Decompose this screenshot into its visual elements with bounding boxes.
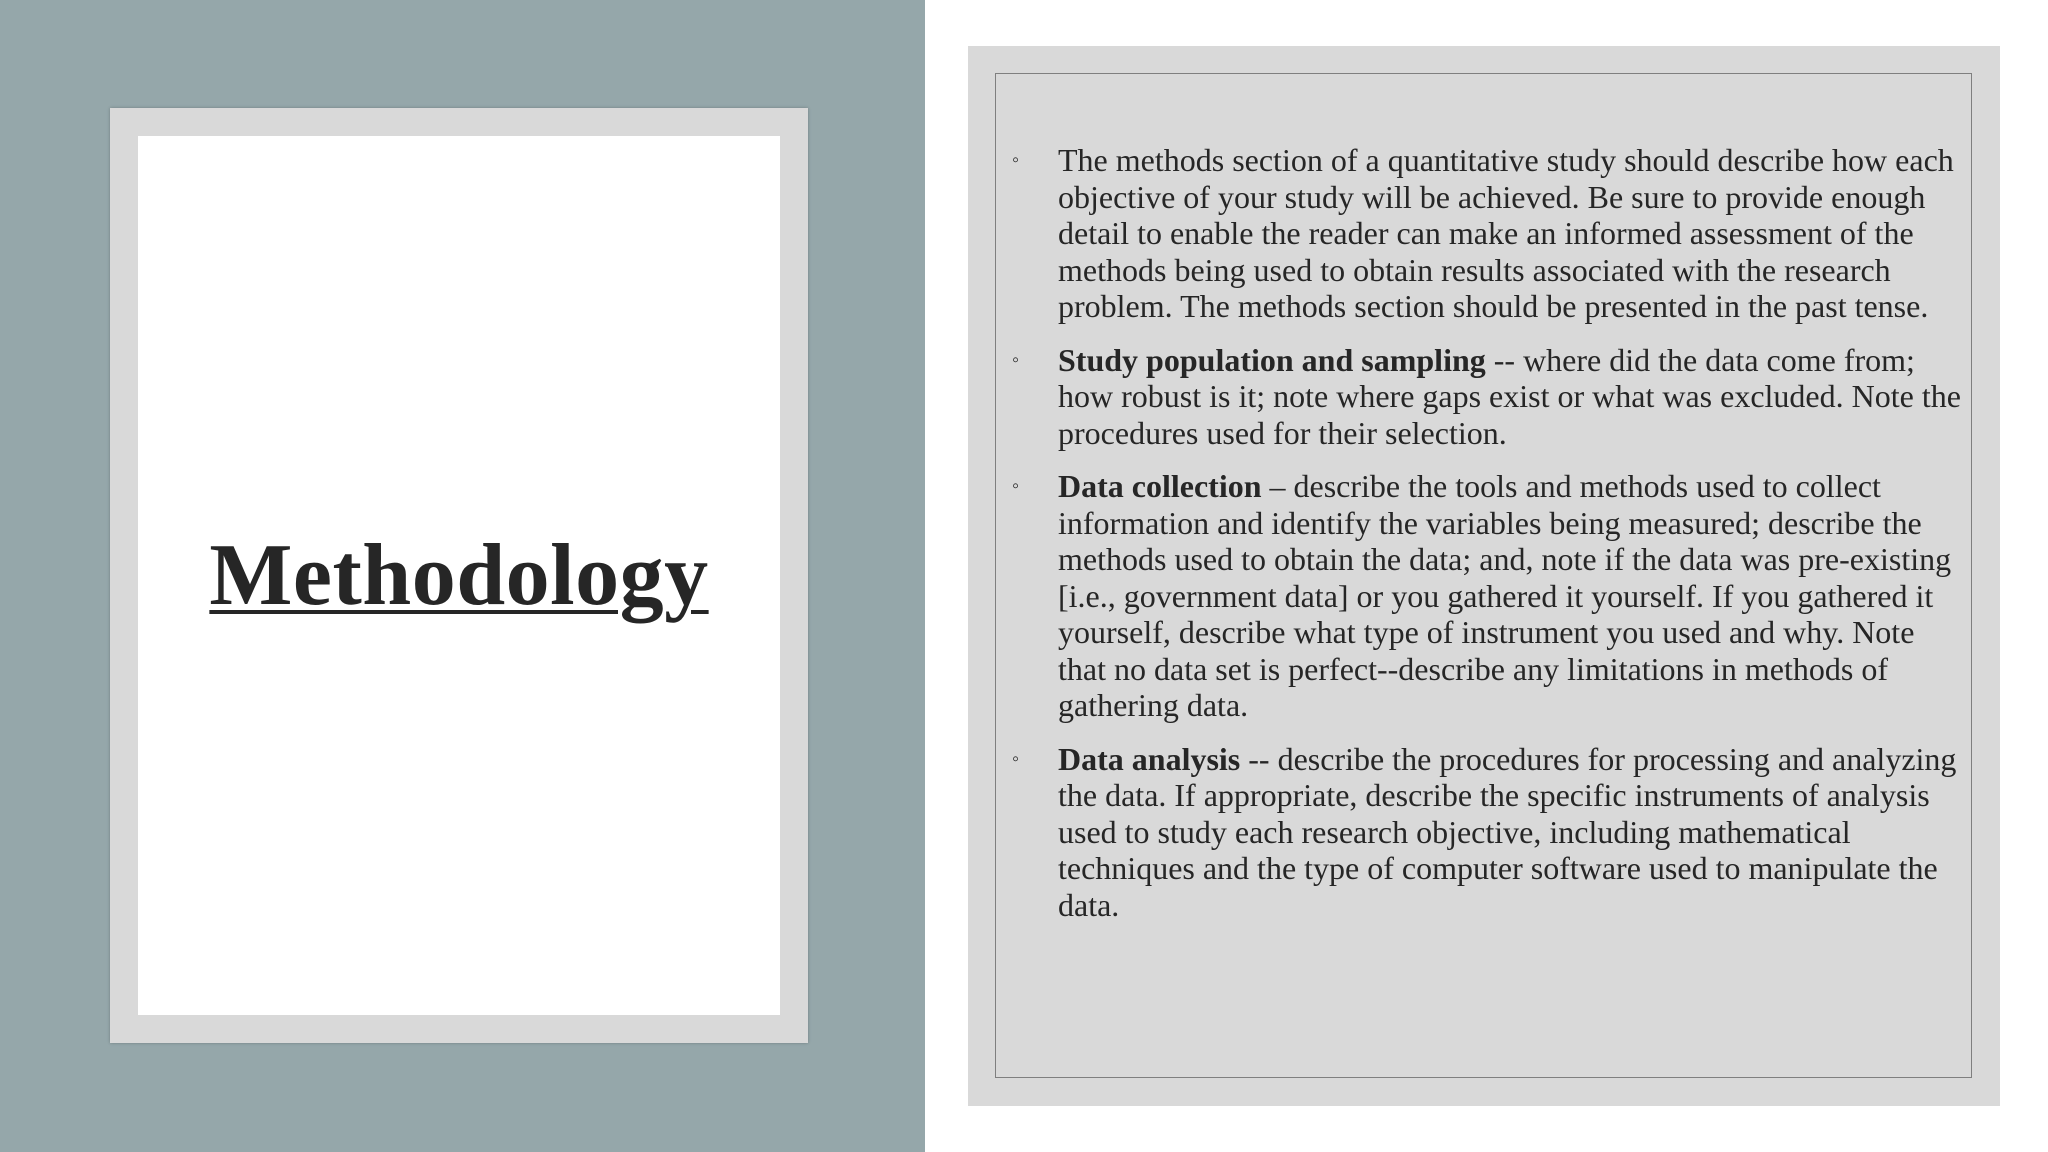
bullet-text: -- describe the procedures for processing and analyzing the data. If appropriate, describe the specific instruments of analysis used to study each research objective, including mathematical techniques and the type of computer software used to manipulate the data. [1058, 740, 1957, 923]
bullet-lead: Study population and sampling [1058, 341, 1486, 378]
bullet-item [1012, 342, 1962, 452]
hollow-circle-bullet-icon: ◦ [1012, 747, 1020, 770]
hollow-circle-bullet-icon: ◦ [1012, 348, 1020, 371]
bullet-item [1012, 741, 1962, 924]
bullet-lead: Data collection [1058, 468, 1262, 504]
bullet-text: -- where did the data come from; how robust is it; note where gaps exist or what was excluded. Note the procedures used for their selection. [1058, 341, 1961, 451]
bullet-text: – describe the tools and methods used to collect information and identify the variables being measured; describe the methods used to obtain the data; and, note if the data was pre-existing [i.e., government data] or you gathered it yourself. If you gathered it yourself, describe what type of instrument you used and why. Note that no data set is perfect--describe any limitations in methods of gathering data. [1058, 468, 1952, 723]
bullet-list [1012, 142, 1962, 940]
title-card [138, 136, 780, 1015]
bullet-item [1012, 468, 1962, 724]
slide-title: Methodology [209, 527, 709, 624]
bullet-lead: Data analysis [1058, 740, 1241, 777]
hollow-circle-bullet-icon: ◦ [1012, 149, 1020, 171]
hollow-circle-bullet-icon: ◦ [1012, 475, 1020, 497]
bullet-text: The methods section of a quantitative study should describe how each objective of your study will be achieved. Be sure to provide enough detail to enable the reader can make an informed assessment of the methods being used to obtain results associated with the research problem. The methods section should be presented in the past tense. [1058, 142, 1954, 324]
bullet-item [1012, 142, 1962, 325]
content-box [995, 73, 1972, 1078]
